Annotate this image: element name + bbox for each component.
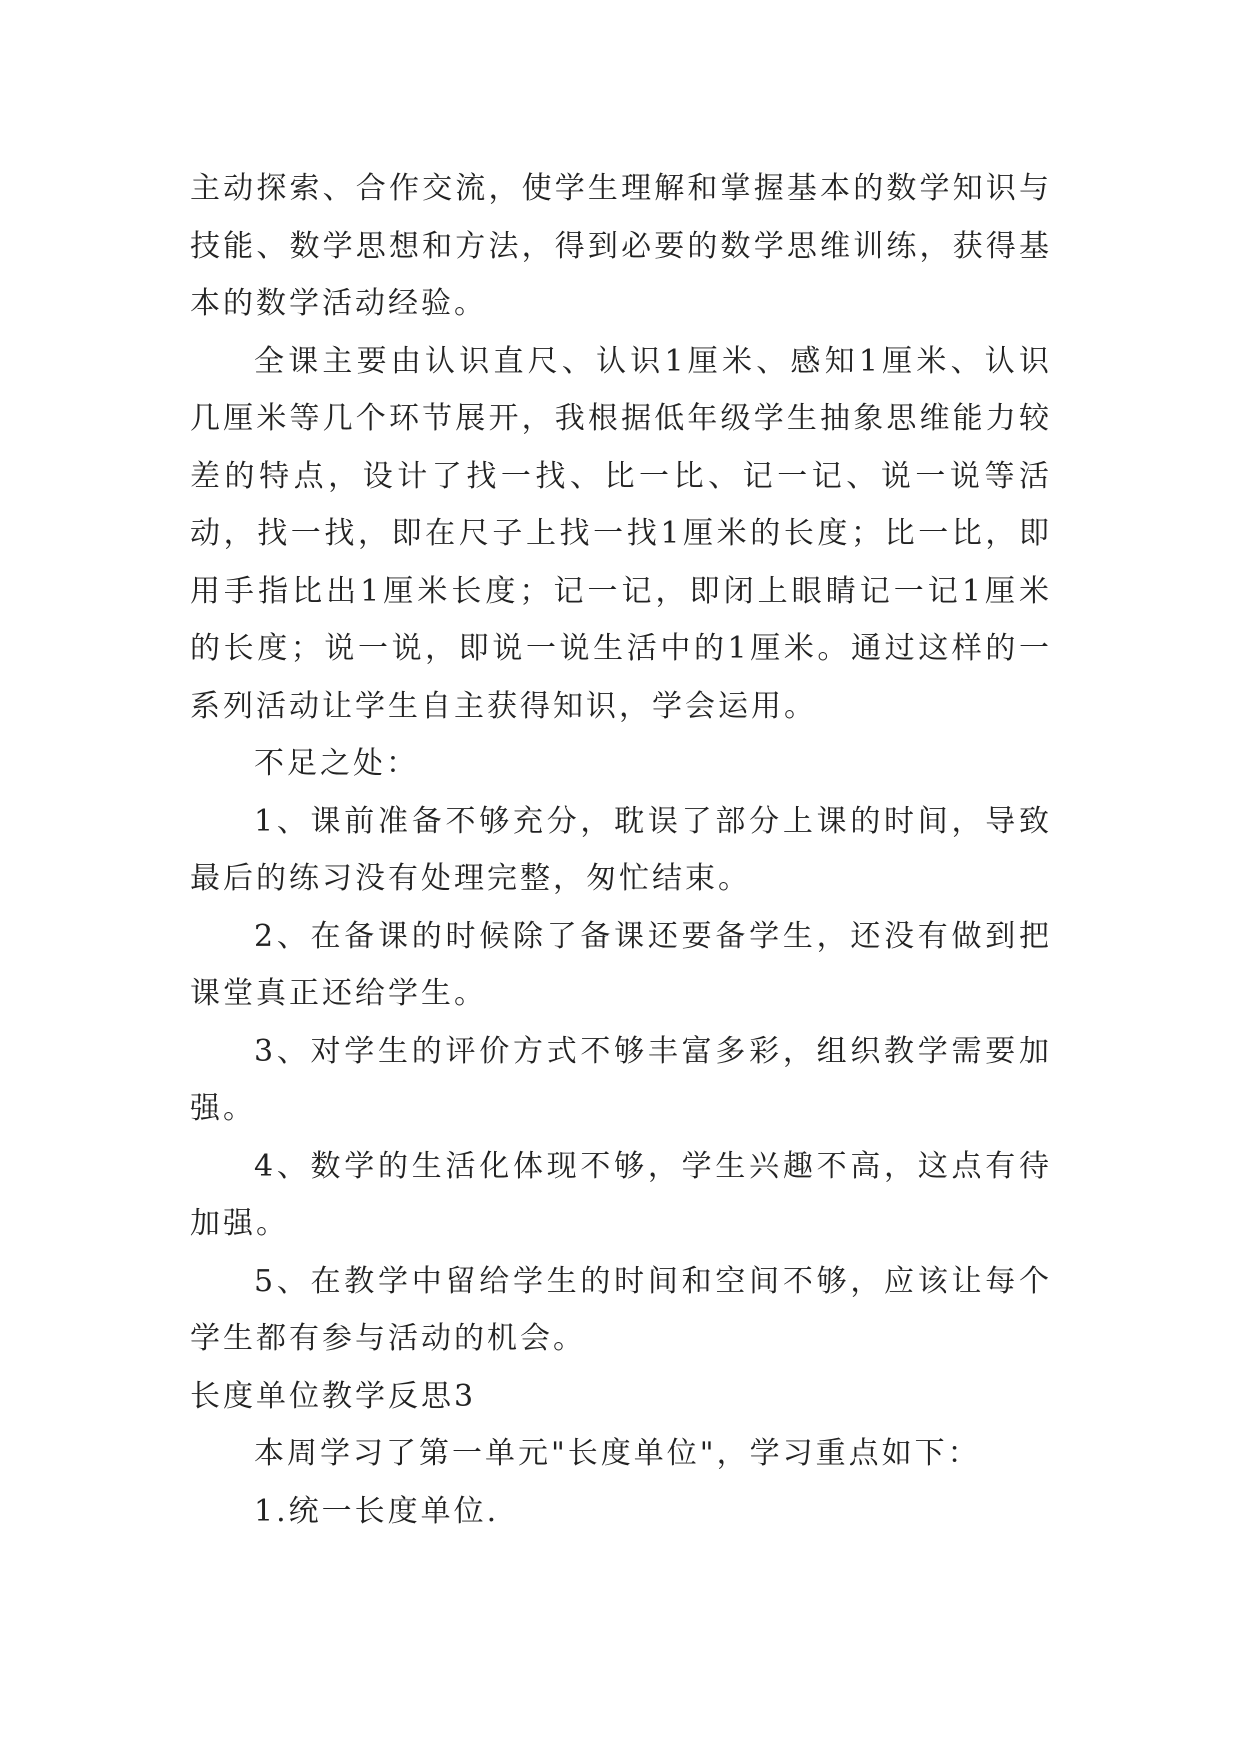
paragraph-point-1: 1.统一长度单位. <box>254 1493 500 1529</box>
paragraph-lesson-overview: 全课主要由认识直尺、认识1厘米、感知1厘米、认识几厘米等几个环节展开，我根据低年级学生抽象思维能力较差的特点，设计了找一找、比一比、记一记、说一说等活动，找一找，即在尺子上找一找1厘米的长度；比一比，即用手指比出1厘米长度；记一记，即闭上眼睛记一记1厘米的长度；说一说，即说一说生活中的1厘米。通过这样的一系列活动让学生自主获得知识，学会运用。 <box>190 343 1052 724</box>
document-body <box>190 160 1052 1540</box>
paragraph-shortcoming-2: 2、在备课的时候除了备课还要备学生，还没有做到把课堂真正还给学生。 <box>190 918 1052 1011</box>
paragraph-shortcoming-3: 3、对学生的评价方式不够丰富多彩，组织教学需要加强。 <box>190 1033 1052 1126</box>
paragraph-shortcoming-5: 5、在教学中留给学生的时间和空间不够，应该让每个学生都有参与活动的机会。 <box>190 1263 1052 1356</box>
paragraph-shortcoming-1: 1、课前准备不够充分，耽误了部分上课的时间，导致最后的练习没有处理完整，匆忙结束。 <box>190 803 1052 896</box>
paragraph-week-summary: 本周学习了第一单元"长度单位"，学习重点如下： <box>254 1436 981 1471</box>
paragraph-shortcoming-4: 4、数学的生活化体现不够，学生兴趣不高，这点有待加强。 <box>190 1148 1052 1241</box>
paragraph-shortcomings-heading: 不足之处： <box>254 746 419 781</box>
paragraph-intro: 主动探索、合作交流，使学生理解和掌握基本的数学知识与技能、数学思想和方法，得到必要的数学思维训练，获得基本的数学活动经验。 <box>190 171 1052 321</box>
section-title: 长度单位教学反思3 <box>190 1378 477 1414</box>
